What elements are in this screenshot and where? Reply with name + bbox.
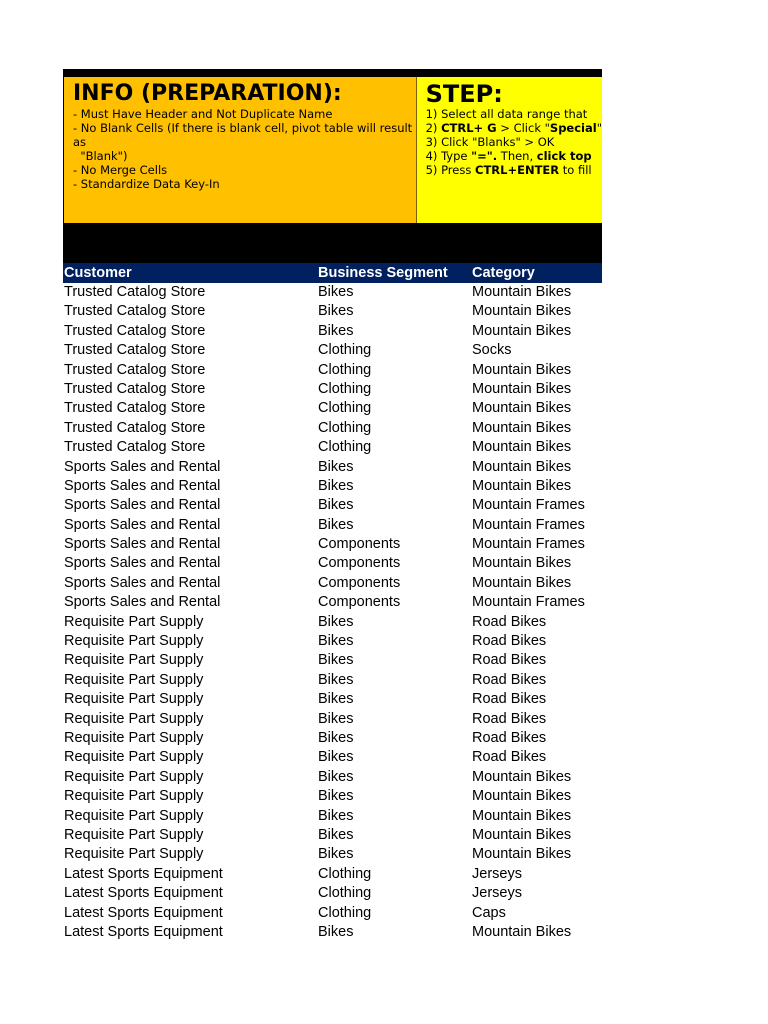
cell-category[interactable]: Road Bikes xyxy=(472,749,547,766)
cell-category[interactable]: Mountain Bikes xyxy=(472,284,572,300)
step-item xyxy=(426,149,602,163)
cell-business-segment[interactable]: Bikes xyxy=(318,516,354,533)
cell-category[interactable]: Mountain Bikes xyxy=(472,419,572,436)
cell-customer[interactable]: Latest Sports Equipment xyxy=(64,865,223,882)
table-row xyxy=(63,554,602,573)
info-title: INFO (PREPARATION): xyxy=(73,81,342,106)
cell-business-segment[interactable]: Clothing xyxy=(318,865,372,882)
cell-business-segment[interactable]: Clothing xyxy=(318,361,372,378)
cell-customer[interactable]: Trusted Catalog Store xyxy=(64,439,206,456)
black-band xyxy=(63,223,602,263)
table-row xyxy=(63,496,602,515)
cell-business-segment[interactable]: Bikes xyxy=(318,846,354,863)
table-row xyxy=(63,477,602,496)
cell-customer[interactable]: Requisite Part Supply xyxy=(64,768,204,785)
step-item xyxy=(426,135,602,149)
instruction-row xyxy=(63,77,602,223)
cell-customer[interactable]: Trusted Catalog Store xyxy=(64,361,206,378)
info-note: - Standardize Data Key-In xyxy=(73,177,220,191)
cell-business-segment[interactable]: Bikes xyxy=(318,652,354,669)
step-title: STEP: xyxy=(425,80,503,108)
cell-category[interactable]: Mountain Frames xyxy=(472,536,585,553)
cell-customer[interactable]: Sports Sales and Rental xyxy=(64,458,221,475)
cell-category[interactable]: Mountain Frames xyxy=(472,516,585,533)
cell-business-segment[interactable]: Bikes xyxy=(318,710,354,727)
cell-customer[interactable]: Trusted Catalog Store xyxy=(64,284,206,300)
step-text: to fill xyxy=(559,163,592,177)
table-row xyxy=(63,574,602,593)
top-border-bar xyxy=(63,69,602,77)
table-header-row xyxy=(63,263,602,283)
cell-category[interactable]: Mountain Bikes xyxy=(472,846,572,863)
header-customer[interactable]: Customer xyxy=(64,265,132,281)
cell-customer[interactable]: Requisite Part Supply xyxy=(64,671,204,688)
step-text: "=". xyxy=(471,149,498,163)
cell-customer[interactable]: Sports Sales and Rental xyxy=(64,477,221,494)
header-category[interactable]: Category xyxy=(472,265,535,281)
table-row xyxy=(63,729,602,748)
table-row xyxy=(63,865,602,884)
cell-business-segment[interactable]: Components xyxy=(318,555,401,572)
cell-category[interactable]: Mountain Bikes xyxy=(472,923,572,940)
cell-business-segment[interactable]: Bikes xyxy=(318,691,354,708)
table-row xyxy=(63,593,602,612)
table-row xyxy=(63,302,602,321)
cell-category[interactable]: Socks xyxy=(472,342,512,359)
cell-customer[interactable]: Trusted Catalog Store xyxy=(64,419,206,436)
step-text: Then, xyxy=(497,149,537,163)
table-row xyxy=(63,341,602,360)
cell-category[interactable]: Mountain Bikes xyxy=(472,439,572,456)
cell-business-segment[interactable]: Components xyxy=(318,594,401,611)
cell-customer[interactable]: Trusted Catalog Store xyxy=(64,342,206,359)
cell-customer[interactable]: Sports Sales and Rental xyxy=(64,574,221,591)
cell-customer[interactable]: Trusted Catalog Store xyxy=(64,303,206,320)
cell-category[interactable]: Mountain Frames xyxy=(472,594,585,611)
step-text: 4) Type xyxy=(425,149,472,163)
cell-customer[interactable]: Requisite Part Supply xyxy=(64,826,204,843)
cell-business-segment[interactable]: Clothing xyxy=(318,342,372,359)
cell-business-segment[interactable]: Bikes xyxy=(318,788,354,805)
cell-customer[interactable]: Requisite Part Supply xyxy=(64,710,204,727)
cell-category[interactable]: Mountain Bikes xyxy=(472,826,572,843)
cell-customer[interactable]: Requisite Part Supply xyxy=(64,807,204,824)
cell-customer[interactable]: Latest Sports Equipment xyxy=(64,923,223,940)
table-row xyxy=(63,535,602,554)
cell-business-segment[interactable]: Bikes xyxy=(318,303,354,320)
step-item xyxy=(426,121,602,135)
cell-category[interactable]: Road Bikes xyxy=(472,729,547,746)
cell-customer[interactable]: Latest Sports Equipment xyxy=(64,904,223,921)
step-text: CTRL+ENTER xyxy=(475,163,560,177)
cell-business-segment[interactable]: Clothing xyxy=(318,885,372,902)
cell-business-segment[interactable]: Bikes xyxy=(318,284,354,300)
cell-customer[interactable]: Latest Sports Equipment xyxy=(64,885,223,902)
info-note: - No Blank Cells (If there is blank cell, pivot table will result as "Blank") xyxy=(73,121,413,163)
cell-customer[interactable]: Requisite Part Supply xyxy=(64,652,204,669)
cell-category[interactable]: Caps xyxy=(472,904,506,921)
cell-business-segment[interactable]: Bikes xyxy=(318,613,354,630)
cell-customer[interactable]: Sports Sales and Rental xyxy=(64,555,221,572)
spreadsheet xyxy=(63,69,602,942)
cell-business-segment[interactable]: Bikes xyxy=(318,923,354,940)
cell-business-segment[interactable]: Clothing xyxy=(318,439,372,456)
cell-category[interactable]: Mountain Bikes xyxy=(472,361,572,378)
cell-category[interactable]: Road Bikes xyxy=(472,710,547,727)
table-row xyxy=(63,632,602,651)
cell-business-segment[interactable]: Components xyxy=(318,574,401,591)
step-item xyxy=(426,163,602,177)
table-row xyxy=(63,690,602,709)
cell-business-segment[interactable]: Bikes xyxy=(318,497,354,514)
cell-business-segment[interactable]: Clothing xyxy=(318,400,372,417)
table-row xyxy=(63,826,602,845)
cell-business-segment[interactable]: Bikes xyxy=(318,729,354,746)
cell-business-segment[interactable]: Bikes xyxy=(318,477,354,494)
table-row xyxy=(63,283,602,302)
cell-customer[interactable]: Sports Sales and Rental xyxy=(64,497,221,514)
header-business-segment[interactable]: Business Segment xyxy=(318,265,448,281)
cell-business-segment[interactable]: Bikes xyxy=(318,826,354,843)
table-row xyxy=(63,884,602,903)
table-row xyxy=(63,768,602,787)
cell-category[interactable]: Jerseys xyxy=(472,885,522,902)
step-panel[interactable] xyxy=(417,77,602,223)
cell-business-segment[interactable]: Clothing xyxy=(318,380,372,397)
step-list xyxy=(426,107,602,177)
info-note: - No Merge Cells xyxy=(73,163,168,177)
cell-category[interactable]: Mountain Bikes xyxy=(472,322,572,339)
cell-category[interactable]: Mountain Bikes xyxy=(472,400,572,417)
step-text: 1) Select all data range that xyxy=(425,107,588,121)
table-row xyxy=(63,651,602,670)
cell-customer[interactable]: Sports Sales and Rental xyxy=(64,594,221,611)
step-text: 5) Press xyxy=(425,163,475,177)
step-text: " xyxy=(596,121,602,135)
table-row xyxy=(63,322,602,341)
step-text: > Click " xyxy=(496,121,550,135)
cell-customer[interactable]: Trusted Catalog Store xyxy=(64,380,206,397)
cell-customer[interactable]: Trusted Catalog Store xyxy=(64,322,206,339)
cell-business-segment[interactable]: Bikes xyxy=(318,322,354,339)
table-row xyxy=(63,904,602,923)
step-text: click top xyxy=(536,149,592,163)
table-row xyxy=(63,380,602,399)
table-row xyxy=(63,516,602,535)
cell-business-segment[interactable]: Bikes xyxy=(318,458,354,475)
cell-category[interactable]: Mountain Bikes xyxy=(472,380,572,397)
table-row xyxy=(63,748,602,767)
cell-category[interactable]: Road Bikes xyxy=(472,633,547,650)
table-row xyxy=(63,419,602,438)
cell-business-segment[interactable]: Clothing xyxy=(318,904,372,921)
cell-category[interactable]: Mountain Frames xyxy=(472,497,585,514)
cell-category[interactable]: Road Bikes xyxy=(472,671,547,688)
cell-customer[interactable]: Requisite Part Supply xyxy=(64,729,204,746)
cell-business-segment[interactable]: Bikes xyxy=(318,671,354,688)
cell-category[interactable]: Jerseys xyxy=(472,865,522,882)
cell-business-segment[interactable]: Bikes xyxy=(318,768,354,785)
cell-customer[interactable]: Sports Sales and Rental xyxy=(64,516,221,533)
table-row xyxy=(63,787,602,806)
cell-business-segment[interactable]: Clothing xyxy=(318,419,372,436)
cell-customer[interactable]: Requisite Part Supply xyxy=(64,691,204,708)
step-text: 2) xyxy=(425,121,442,135)
cell-customer[interactable]: Requisite Part Supply xyxy=(64,633,204,650)
step-item xyxy=(426,107,602,121)
cell-customer[interactable]: Sports Sales and Rental xyxy=(64,536,221,553)
table-row xyxy=(63,438,602,457)
step-text: Special xyxy=(549,121,597,135)
cell-category[interactable]: Road Bikes xyxy=(472,652,547,669)
table-row xyxy=(63,613,602,632)
cell-customer[interactable]: Requisite Part Supply xyxy=(64,846,204,863)
cell-category[interactable]: Mountain Bikes xyxy=(472,458,572,475)
cell-customer[interactable]: Requisite Part Supply xyxy=(64,788,204,805)
cell-business-segment[interactable]: Bikes xyxy=(318,633,354,650)
table-body xyxy=(63,283,602,942)
cell-category[interactable]: Road Bikes xyxy=(472,691,547,708)
cell-category[interactable]: Road Bikes xyxy=(472,613,547,630)
info-panel[interactable] xyxy=(63,77,417,223)
cell-category[interactable]: Mountain Bikes xyxy=(472,303,572,320)
cell-customer[interactable]: Requisite Part Supply xyxy=(64,749,204,766)
cell-business-segment[interactable]: Bikes xyxy=(318,807,354,824)
table-row xyxy=(63,845,602,864)
cell-category[interactable]: Mountain Bikes xyxy=(472,477,572,494)
cell-category[interactable]: Mountain Bikes xyxy=(472,807,572,824)
table-row xyxy=(63,710,602,729)
table-row xyxy=(63,923,602,942)
cell-category[interactable]: Mountain Bikes xyxy=(472,788,572,805)
table-row xyxy=(63,361,602,380)
info-note: - Must Have Header and Not Duplicate Name xyxy=(73,107,333,121)
table-row xyxy=(63,807,602,826)
cell-customer[interactable]: Requisite Part Supply xyxy=(64,613,204,630)
step-text: CTRL+ G xyxy=(441,121,497,135)
cell-business-segment[interactable]: Bikes xyxy=(318,749,354,766)
cell-business-segment[interactable]: Components xyxy=(318,536,401,553)
table-row xyxy=(63,671,602,690)
cell-customer[interactable]: Trusted Catalog Store xyxy=(64,400,206,417)
cell-category[interactable]: Mountain Bikes xyxy=(472,768,572,785)
cell-category[interactable]: Mountain Bikes xyxy=(472,574,572,591)
table-row xyxy=(63,458,602,477)
cell-category[interactable]: Mountain Bikes xyxy=(472,555,572,572)
step-text: 3) Click "Blanks" > OK xyxy=(425,135,555,149)
table-row xyxy=(63,399,602,418)
